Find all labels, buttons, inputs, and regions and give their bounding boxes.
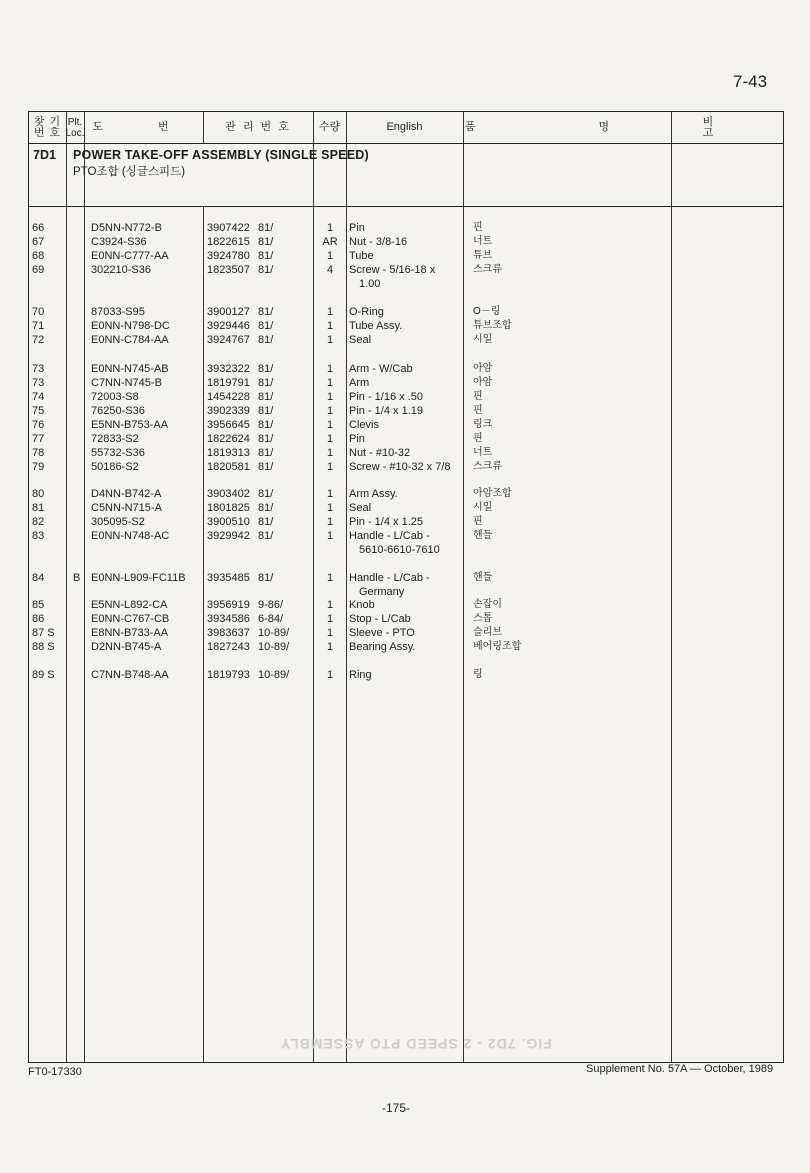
row-part: 305095-S2 xyxy=(91,516,145,528)
row-kor: 시일 xyxy=(473,334,493,345)
row-eng: Tube Assy. xyxy=(349,320,403,332)
row-mgmt: 3924780 xyxy=(207,250,250,262)
row-mgmt: 1454228 xyxy=(207,391,250,403)
row-mgmt: 1823507 xyxy=(207,264,250,276)
row-date: 81/ xyxy=(258,264,274,276)
row-part: 87033-S95 xyxy=(91,306,145,318)
row-part: D5NN-N772-B xyxy=(91,222,162,234)
row-part: E0NN-C777-AA xyxy=(91,250,169,262)
row-date: 81/ xyxy=(258,447,274,459)
row-part: E8NN-B733-AA xyxy=(91,627,169,639)
section-subtitle: PTO조합 (싱글스피드) xyxy=(73,166,186,178)
row-kor: 너트 xyxy=(473,236,493,247)
row-qty: 1 xyxy=(326,488,334,500)
row-qty: 1 xyxy=(326,405,334,417)
row-kor: O－링 xyxy=(473,306,501,317)
row-eng: Pin xyxy=(349,433,365,445)
row-eng: Nut - #10-32 xyxy=(349,447,411,459)
row-qty: AR xyxy=(322,236,338,248)
document-code: FT0-17330 xyxy=(28,1066,82,1078)
row-kor: 튜브 xyxy=(473,250,493,261)
row-date: 81/ xyxy=(258,502,274,514)
row-qty: 1 xyxy=(326,363,334,375)
row-mgmt: 1822624 xyxy=(207,433,250,445)
row-eng: Seal xyxy=(349,334,372,346)
row-mgmt: 3956919 xyxy=(207,599,250,611)
row-eng: Pin xyxy=(349,222,365,234)
row-qty: 1 xyxy=(326,516,334,528)
row-part: 72003-S8 xyxy=(91,391,139,403)
row-mgmt: 3929942 xyxy=(207,530,250,542)
row-date: 81/ xyxy=(258,391,274,403)
row-mgmt: 1819313 xyxy=(207,447,250,459)
row-loc: B xyxy=(73,572,81,584)
row-eng: Pin - 1/16 x .50 xyxy=(349,391,423,403)
row-eng: Handle - L/Cab - xyxy=(349,572,430,584)
header-mgmt-no: 관 리 번 호 xyxy=(225,121,291,133)
row-date: 81/ xyxy=(258,222,274,234)
row-no: 66 xyxy=(32,222,45,234)
row-date: 81/ xyxy=(258,320,274,332)
row-date: 81/ xyxy=(258,433,274,445)
row-eng: Arm - W/Cab xyxy=(349,363,413,375)
row-qty: 1 xyxy=(326,391,334,403)
row-mgmt: 3932322 xyxy=(207,363,250,375)
row-no: 87 S xyxy=(32,627,55,639)
row-no: 68 xyxy=(32,250,45,262)
row-part: 302210-S36 xyxy=(91,264,151,276)
row-eng: Clevis xyxy=(349,419,379,431)
row-kor: 핸들 xyxy=(473,572,493,583)
row-no: 80 xyxy=(32,488,45,500)
row-mgmt: 3900127 xyxy=(207,306,250,318)
row-part: C5NN-N715-A xyxy=(91,502,162,514)
row-eng: Knob xyxy=(349,599,375,611)
row-part: E5NN-L892-CA xyxy=(91,599,168,611)
row-kor: 튜브조합 xyxy=(473,320,512,331)
row-no: 78 xyxy=(32,447,45,459)
row-date: 10-89/ xyxy=(258,641,290,653)
row-no: 79 xyxy=(32,461,45,473)
row-qty: 4 xyxy=(326,264,334,276)
row-eng: Screw - #10-32 x 7/8 xyxy=(349,461,451,473)
row-qty: 1 xyxy=(326,613,334,625)
row-part: C7NN-N745-B xyxy=(91,377,162,389)
row-no: 82 xyxy=(32,516,45,528)
row-no: 67 xyxy=(32,236,45,248)
row-qty: 1 xyxy=(326,641,334,653)
supplement-note: Supplement No. 57A — October, 1989 xyxy=(586,1063,774,1075)
row-part: 76250-S36 xyxy=(91,405,145,417)
row-no: 89 S xyxy=(32,669,55,681)
row-date: 81/ xyxy=(258,419,274,431)
row-kor: 스크류 xyxy=(473,264,502,275)
row-part: E0NN-C767-CB xyxy=(91,613,170,625)
row-mgmt: 3934586 xyxy=(207,613,250,625)
row-part: E0NN-N745-AB xyxy=(91,363,169,375)
row-no: 77 xyxy=(32,433,45,445)
header-plt-loc: Plt. Loc. xyxy=(65,116,85,139)
row-part: C7NN-B748-AA xyxy=(91,669,169,681)
header-part-no: 도 번 xyxy=(92,121,195,133)
page-footer-number: -175- xyxy=(382,1101,411,1115)
row-eng: Stop - L/Cab xyxy=(349,613,411,625)
row-kor: 손잡이 xyxy=(473,599,502,610)
row-eng: Sleeve - PTO xyxy=(349,627,415,639)
row-mgmt: 3907422 xyxy=(207,222,250,234)
row-no: 88 S xyxy=(32,641,55,653)
row-mgmt: 1820581 xyxy=(207,461,250,473)
row-date: 81/ xyxy=(258,334,274,346)
row-qty: 1 xyxy=(326,669,334,681)
row-date: 10-89/ xyxy=(258,627,290,639)
row-eng: Pin - 1/4 x 1.25 xyxy=(349,516,423,528)
row-no: 76 xyxy=(32,419,45,431)
row-part: E0NN-N748-AC xyxy=(91,530,170,542)
row-kor: 아암 xyxy=(473,363,493,374)
row-part: 50186-S2 xyxy=(91,461,139,473)
row-eng-continued: 1.00 xyxy=(359,278,381,290)
row-eng: Handle - L/Cab - xyxy=(349,530,430,542)
row-kor: 링 xyxy=(473,669,483,680)
row-eng-continued: Germany xyxy=(359,586,405,598)
header-remarks: 비 고 xyxy=(702,115,754,139)
row-qty: 1 xyxy=(326,627,334,639)
row-kor: 아암조합 xyxy=(473,488,512,499)
row-kor: 스크류 xyxy=(473,461,502,472)
row-mgmt: 3902339 xyxy=(207,405,250,417)
header-ref-no: 찾 기 번 호 xyxy=(33,115,62,139)
row-date: 81/ xyxy=(258,306,274,318)
row-kor: 슬리브 xyxy=(473,627,502,638)
row-mgmt: 1819793 xyxy=(207,669,250,681)
row-part: 72833-S2 xyxy=(91,433,139,445)
row-date: 81/ xyxy=(258,530,274,542)
row-no: 81 xyxy=(32,502,45,514)
row-qty: 1 xyxy=(326,530,334,542)
row-qty: 1 xyxy=(326,320,334,332)
row-mgmt: 3903402 xyxy=(207,488,250,500)
row-eng: Arm Assy. xyxy=(349,488,398,500)
row-qty: 1 xyxy=(326,306,334,318)
row-date: 81/ xyxy=(258,488,274,500)
row-qty: 1 xyxy=(326,572,334,584)
row-no: 73 xyxy=(32,377,45,389)
row-kor: 아암 xyxy=(473,377,493,388)
row-eng-continued: 5610-6610-7610 xyxy=(359,544,440,556)
row-qty: 1 xyxy=(326,222,334,234)
row-no: 86 xyxy=(32,613,45,625)
row-eng: Tube xyxy=(349,250,374,262)
row-no: 73 xyxy=(32,363,45,375)
row-eng: Nut - 3/8-16 xyxy=(349,236,408,248)
row-date: 81/ xyxy=(258,236,274,248)
row-eng: O-Ring xyxy=(349,306,384,318)
row-kor: 링크 xyxy=(473,419,493,430)
row-date: 81/ xyxy=(258,572,274,584)
section-code: 7D1 xyxy=(33,148,56,162)
row-qty: 1 xyxy=(326,447,334,459)
row-part: D2NN-B745-A xyxy=(91,641,162,653)
row-part: E0NN-N798-DC xyxy=(91,320,170,332)
row-part: D4NN-B742-A xyxy=(91,488,162,500)
row-mgmt: 3956645 xyxy=(207,419,250,431)
row-eng: Ring xyxy=(349,669,372,681)
row-no: 84 xyxy=(32,572,45,584)
row-qty: 1 xyxy=(326,599,334,611)
row-no: 72 xyxy=(32,334,45,346)
row-part: E0NN-C784-AA xyxy=(91,334,169,346)
row-kor: 핀 xyxy=(473,433,483,444)
row-part: C3924-S36 xyxy=(91,236,147,248)
row-kor: 시일 xyxy=(473,502,493,513)
page-number: 7-43 xyxy=(733,72,768,91)
row-qty: 1 xyxy=(326,433,334,445)
row-no: 70 xyxy=(32,306,45,318)
row-part: E0NN-L909-FC11B xyxy=(91,572,186,584)
row-no: 69 xyxy=(32,264,45,276)
row-kor: 핀 xyxy=(473,222,483,233)
row-kor: 너트 xyxy=(473,447,493,458)
row-date: 81/ xyxy=(258,461,274,473)
row-eng: Screw - 5/16-18 x xyxy=(349,264,436,276)
parts-table xyxy=(28,111,784,1063)
row-no: 75 xyxy=(32,405,45,417)
header-english: English xyxy=(386,121,423,133)
row-date: 10-89/ xyxy=(258,669,290,681)
row-mgmt: 3929446 xyxy=(207,320,250,332)
row-qty: 1 xyxy=(326,461,334,473)
row-mgmt: 3935485 xyxy=(207,572,250,584)
row-date: 81/ xyxy=(258,250,274,262)
row-kor: 핀 xyxy=(473,516,483,527)
row-kor: 핀 xyxy=(473,391,483,402)
header-qty: 수량 xyxy=(318,121,341,133)
row-date: 81/ xyxy=(258,516,274,528)
row-mgmt: 1819791 xyxy=(207,377,250,389)
row-eng: Pin - 1/4 x 1.19 xyxy=(349,405,423,417)
row-qty: 1 xyxy=(326,334,334,346)
row-part: E5NN-B753-AA xyxy=(91,419,169,431)
parts-rows xyxy=(29,112,783,1062)
row-qty: 1 xyxy=(326,377,334,389)
row-date: 81/ xyxy=(258,363,274,375)
row-date: 6-84/ xyxy=(258,613,284,625)
row-eng: Arm xyxy=(349,377,370,389)
row-part: 55732-S36 xyxy=(91,447,145,459)
row-mgmt: 1801825 xyxy=(207,502,250,514)
row-mgmt: 3924767 xyxy=(207,334,250,346)
row-kor: 베어링조합 xyxy=(473,641,522,652)
row-no: 71 xyxy=(32,320,45,332)
row-kor: 핀 xyxy=(473,405,483,416)
row-no: 74 xyxy=(32,391,45,403)
row-kor: 스톱 xyxy=(473,613,493,624)
row-qty: 1 xyxy=(326,502,334,514)
row-date: 9-86/ xyxy=(258,599,284,611)
section-title: POWER TAKE-OFF ASSEMBLY (SINGLE SPEED) xyxy=(73,148,369,162)
header-korean: 품 명 xyxy=(464,121,670,133)
row-no: 83 xyxy=(32,530,45,542)
row-mgmt: 1822615 xyxy=(207,236,250,248)
row-eng: Bearing Assy. xyxy=(349,641,416,653)
bleed-through-caption: FIG. 7D2 - 2 SPEED PTO ASSEMBLY xyxy=(280,1036,552,1052)
row-eng: Seal xyxy=(349,502,372,514)
row-qty: 1 xyxy=(326,419,334,431)
row-kor: 핸들 xyxy=(473,530,493,541)
row-mgmt: 3983637 xyxy=(207,627,250,639)
row-no: 85 xyxy=(32,599,45,611)
row-mgmt: 1827243 xyxy=(207,641,250,653)
row-date: 81/ xyxy=(258,377,274,389)
row-mgmt: 3900510 xyxy=(207,516,250,528)
row-date: 81/ xyxy=(258,405,274,417)
row-qty: 1 xyxy=(326,250,334,262)
